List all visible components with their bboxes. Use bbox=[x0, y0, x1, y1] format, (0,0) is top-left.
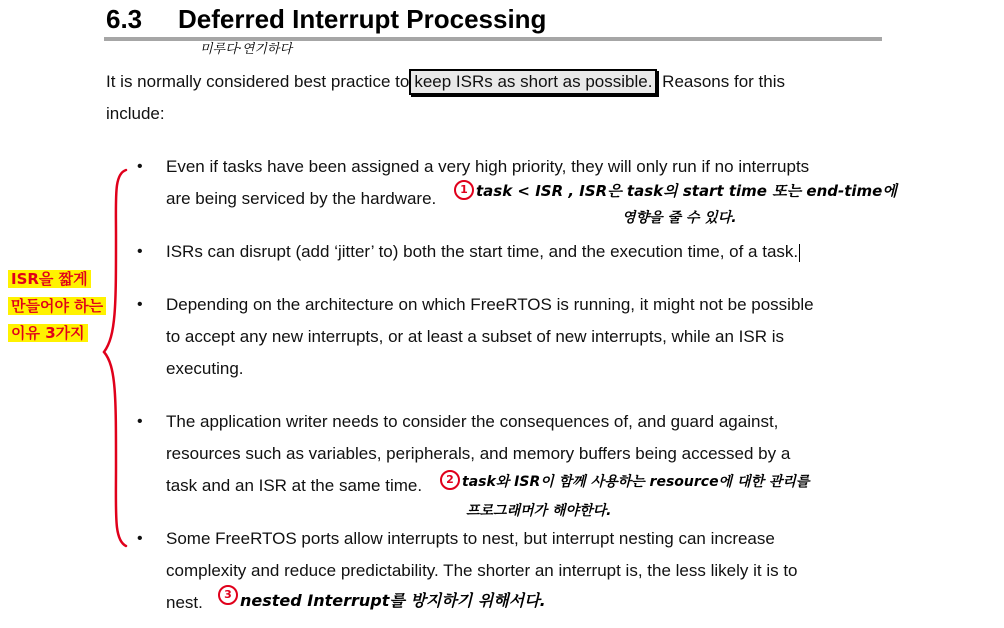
bullet-1-line-2: are being serviced by the hardware. bbox=[166, 189, 437, 208]
section-heading bbox=[106, 4, 546, 35]
bullet-3-line-2: to accept any new interrupts, or at least a subset of new interrupts, while an ISR is bbox=[166, 327, 784, 346]
boxed-phrase: keep ISRs as short as possible. bbox=[409, 69, 657, 95]
handwritten-note-2-line-2: 프로그래머가 해야한다. bbox=[466, 503, 612, 519]
side-note bbox=[8, 266, 106, 347]
bullet-5-line-2: complexity and reduce predictability. The shorter an interrupt is, the less likely it is to bbox=[166, 561, 798, 580]
annotation-circle-2: 2 bbox=[440, 470, 460, 490]
intro-text-after: Reasons for this bbox=[657, 72, 785, 91]
section-title: Deferred Interrupt Processing bbox=[178, 4, 547, 34]
bullet-3-line-3: executing. bbox=[166, 359, 244, 378]
bullet-marker: • bbox=[137, 158, 143, 175]
handwritten-note-1-line-2: 영향을 줄 수 있다. bbox=[622, 210, 737, 226]
bullet-marker: • bbox=[137, 413, 143, 430]
bullet-marker: • bbox=[137, 530, 143, 547]
side-note-line-1: ISR을 짧게 bbox=[8, 270, 91, 288]
handwritten-note-3: nested Interrupt를 방지하기 위해서다. bbox=[240, 591, 546, 610]
handwritten-note-defer: 미루다·연기하다 bbox=[200, 42, 293, 57]
bullet-3-line-1: Depending on the architecture on which FreeRTOS is running, it might not be possible bbox=[166, 295, 814, 314]
side-note-line-3-a: 이유 3가지 bbox=[8, 324, 88, 342]
bullet-4-line-1: The application writer needs to consider the consequences of, and guard against, bbox=[166, 412, 779, 431]
bullet-marker: • bbox=[137, 296, 143, 313]
intro-line-2: include: bbox=[106, 104, 165, 123]
handwritten-note-1-line-1: task < ISR , ISR은 task의 start time 또는 end-time에 bbox=[476, 182, 897, 200]
annotation-circle-3: 3 bbox=[218, 585, 238, 605]
bullet-4-line-2: resources such as variables, peripherals, and memory buffers being accessed by a bbox=[166, 444, 791, 463]
red-brace-icon bbox=[96, 166, 136, 550]
text-cursor bbox=[799, 244, 800, 262]
side-note-line-2: 만들어야 하는 bbox=[8, 297, 106, 315]
annotation-circle-1: 1 bbox=[454, 180, 474, 200]
bullet-5-line-3: nest. bbox=[166, 593, 203, 612]
bullet-5-line-1: Some FreeRTOS ports allow interrupts to nest, but interrupt nesting can increase bbox=[166, 529, 775, 548]
bullet-marker: • bbox=[137, 243, 143, 260]
intro-line-1 bbox=[106, 66, 785, 98]
bullet-2-text: ISRs can disrupt (add ‘jitter’ to) both the start time, and the execution time, of a task. bbox=[166, 242, 799, 261]
bullet-1-line-1: Even if tasks have been assigned a very high priority, they will only run if no interrupts bbox=[166, 157, 810, 176]
section-number: 6.3 bbox=[106, 4, 143, 34]
bullet-4-line-3: task and an ISR at the same time. bbox=[166, 476, 423, 495]
bullet-2-line-1 bbox=[166, 236, 800, 268]
handwritten-note-2-line-1: task와 ISR이 함께 사용하는 resource에 대한 관리를 bbox=[462, 474, 810, 490]
intro-text-before: It is normally considered best practice to bbox=[106, 72, 410, 91]
